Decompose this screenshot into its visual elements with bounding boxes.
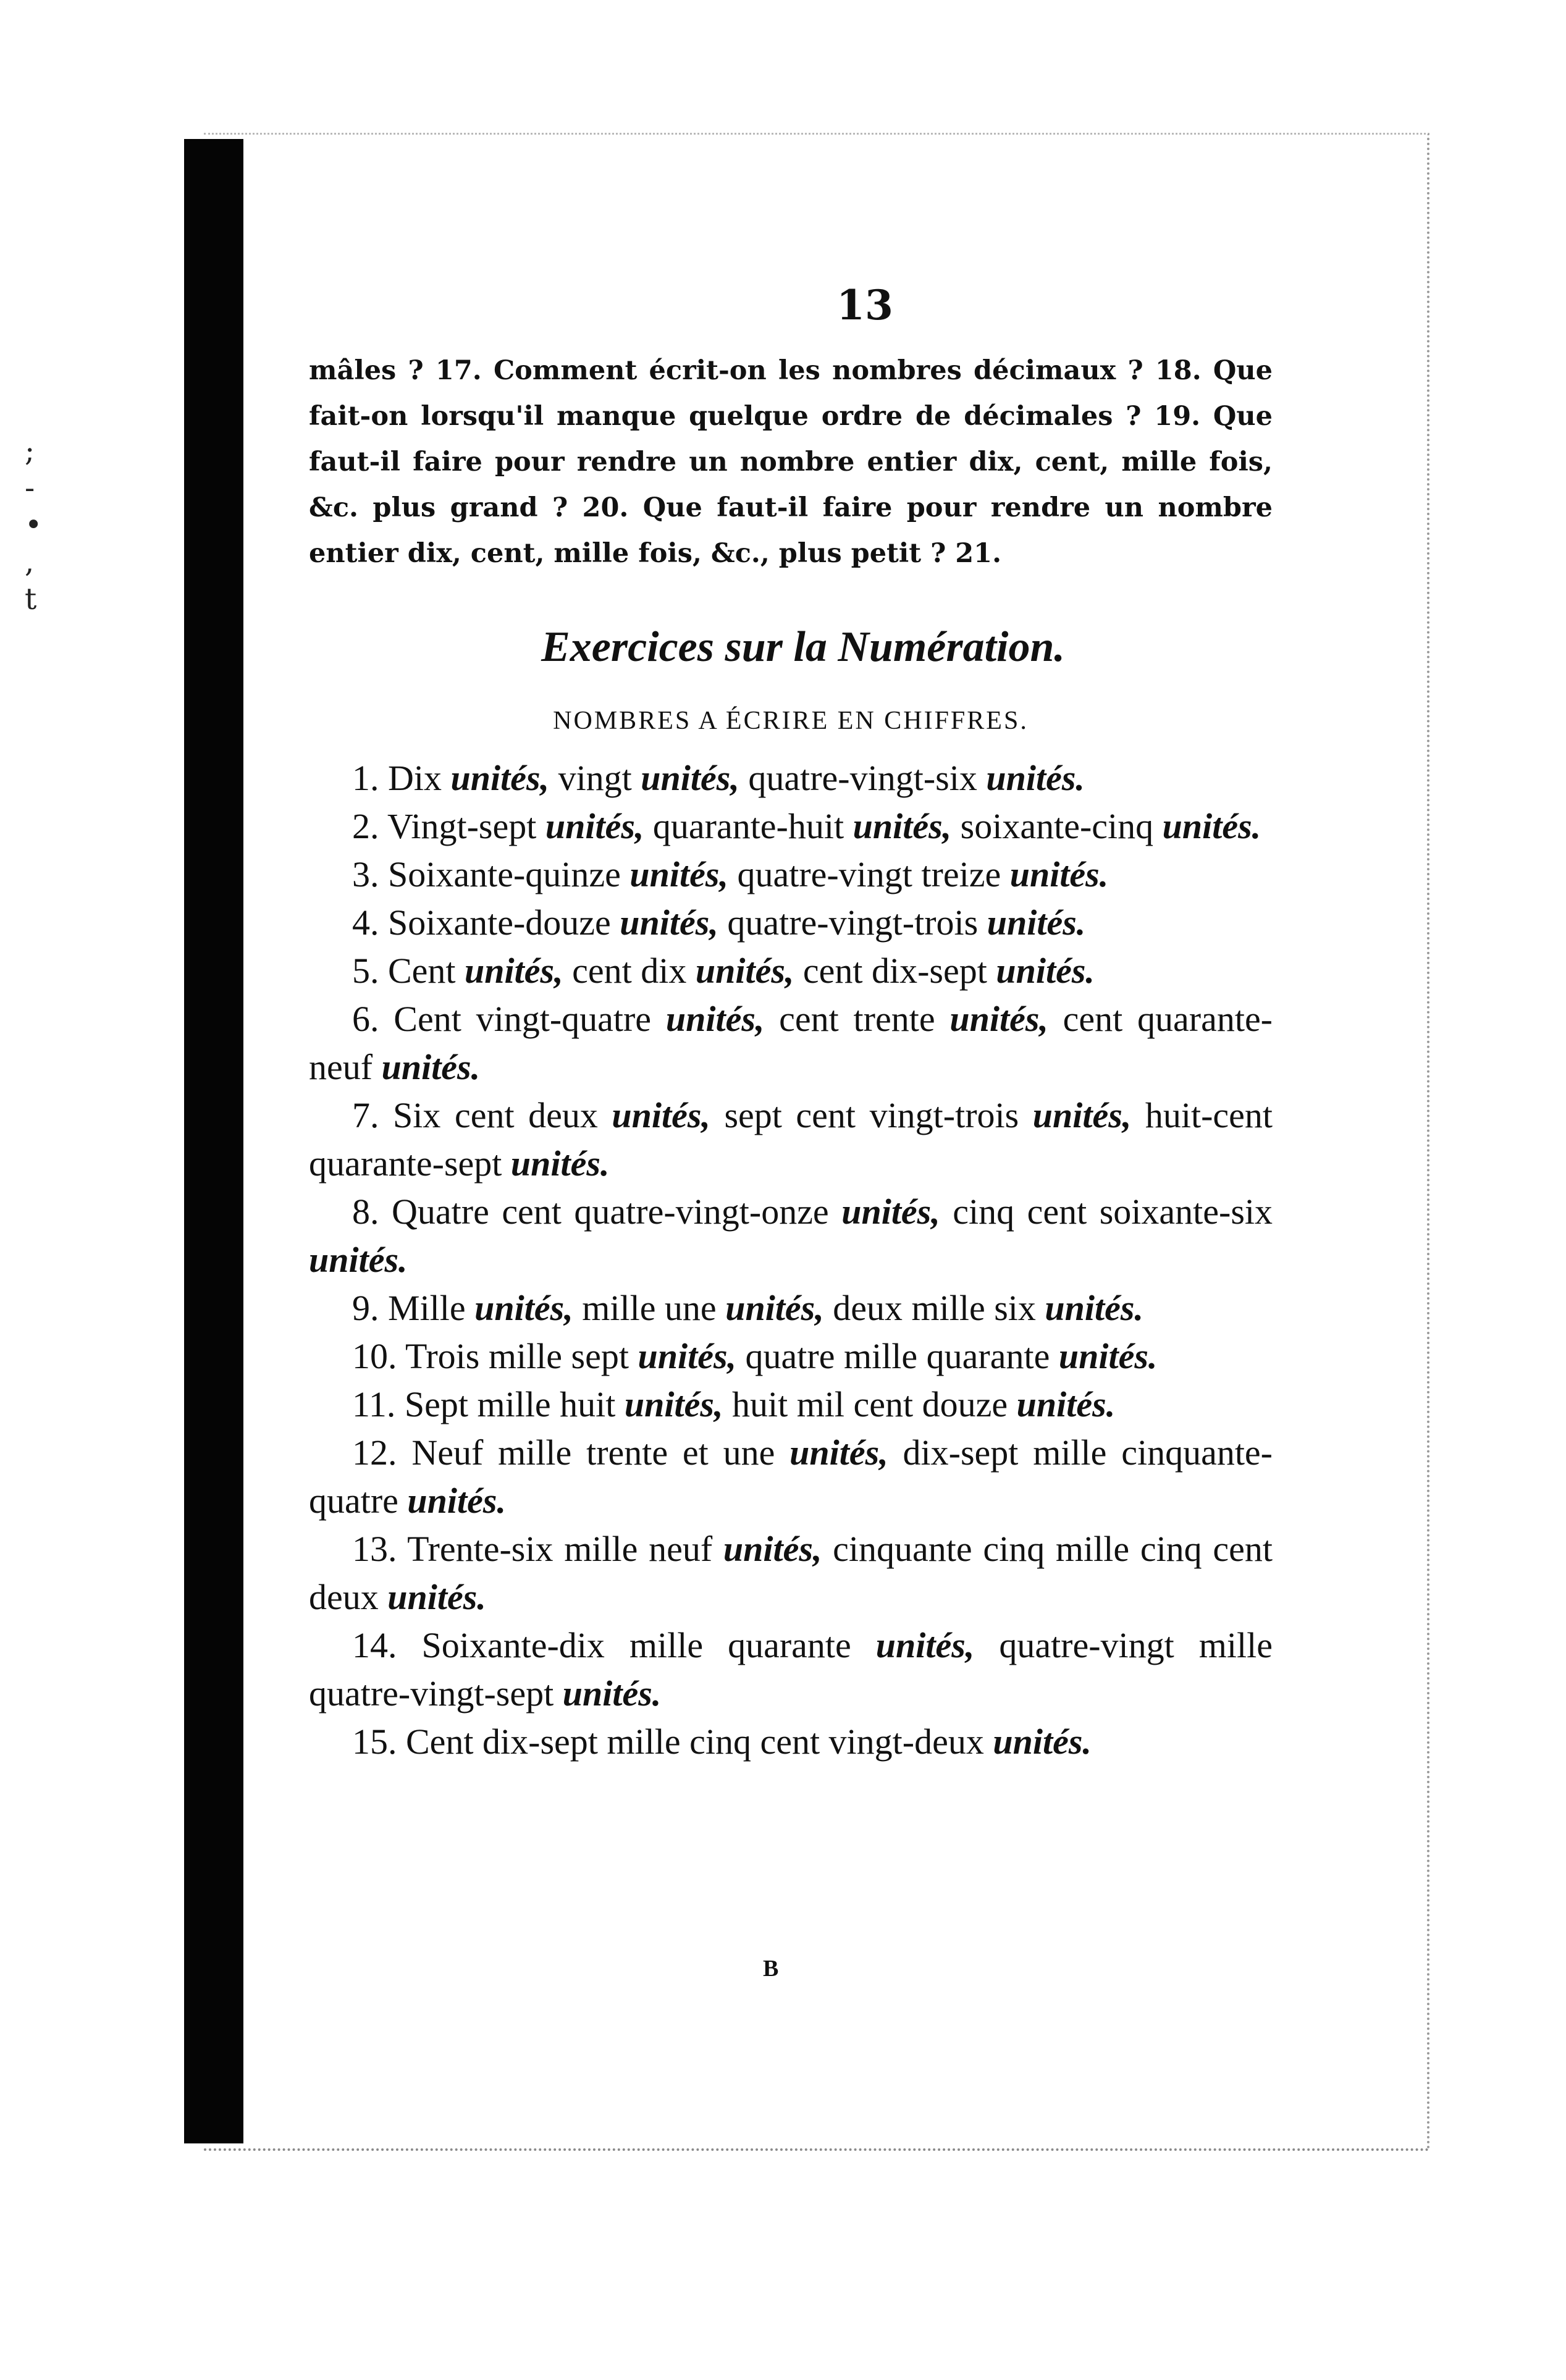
exercise-number: 5. bbox=[352, 951, 379, 991]
unit-word: unités, bbox=[725, 1288, 824, 1328]
unit-word: unités, bbox=[450, 758, 550, 798]
unit-word: unités, bbox=[875, 1625, 975, 1665]
exercise-text: Trois mille sept unités, quatre mille quarante unités. bbox=[405, 1336, 1158, 1376]
unit-word: unités. bbox=[1045, 1288, 1143, 1328]
exercise-item bbox=[309, 1718, 1273, 1766]
exercise-number: 9. bbox=[352, 1288, 379, 1328]
unit-word: unités. bbox=[562, 1673, 662, 1714]
unit-word: unités. bbox=[986, 758, 1085, 798]
unit-word: unités. bbox=[1162, 806, 1261, 846]
exercise-text: Dix unités, vingt unités, quatre-vingt-six unités. bbox=[388, 758, 1085, 798]
unit-word: unités. bbox=[1009, 854, 1109, 894]
page-number: 13 bbox=[836, 281, 893, 329]
unit-word: unités, bbox=[789, 1432, 888, 1473]
exercise-item bbox=[309, 1091, 1273, 1188]
left-margin-marks bbox=[25, 432, 86, 618]
unit-word: unités. bbox=[510, 1143, 610, 1184]
margin-mark: • bbox=[25, 508, 43, 542]
review-questions: mâles ? 17. Comment écrit-on les nombres décimaux ? 18. Que fait-on lorsqu'il manque quelque ordre de décimales ? 19. Que faut-il faire pour rendre un nombre entier dix, cent, mille fois, &c. plus grand ? 20. Que faut-il faire pour rendre un nombre entier dix, cent, mille fois, &c., plus petit ? 21. bbox=[309, 355, 1273, 569]
unit-word: unités, bbox=[852, 806, 952, 846]
exercise-number: 8. bbox=[352, 1192, 379, 1232]
exercise-text: Quatre cent quatre-vingt-onze unités, cinq cent soixante-six unités. bbox=[309, 1192, 1273, 1280]
unit-word: unités, bbox=[665, 999, 765, 1039]
page-content bbox=[309, 281, 1273, 1766]
exercise-item bbox=[309, 1381, 1273, 1429]
unit-word: unités, bbox=[949, 999, 1048, 1039]
exercise-item bbox=[309, 851, 1273, 899]
exercise-text: Six cent deux unités, sept cent vingt-trois unités, huit-cent quarante-sept unités. bbox=[309, 1095, 1273, 1184]
exercise-number: 1. bbox=[352, 758, 379, 798]
unit-word: unités. bbox=[407, 1481, 506, 1521]
unit-word: unités, bbox=[723, 1529, 822, 1569]
exercise-item bbox=[309, 995, 1273, 1091]
exercise-number: 3. bbox=[352, 854, 379, 894]
exercise-item bbox=[309, 1188, 1273, 1284]
unit-word: unités, bbox=[545, 806, 644, 846]
unit-word: unités. bbox=[1016, 1384, 1116, 1424]
unit-word: unités, bbox=[465, 951, 563, 991]
margin-mark: ; bbox=[25, 434, 35, 468]
exercise-item bbox=[309, 1525, 1273, 1621]
unit-word: unités. bbox=[381, 1047, 481, 1087]
exercise-number: 2. bbox=[352, 806, 379, 846]
exercise-number: 14. bbox=[352, 1625, 397, 1665]
unit-word: unités. bbox=[1058, 1336, 1158, 1376]
margin-mark: t bbox=[25, 582, 37, 616]
exercise-item bbox=[309, 802, 1273, 851]
exercise-item bbox=[309, 1284, 1273, 1332]
exercise-item bbox=[309, 754, 1273, 802]
exercise-number: 12. bbox=[352, 1432, 397, 1473]
exercise-number: 13. bbox=[352, 1529, 397, 1569]
unit-word: unités, bbox=[695, 951, 794, 991]
unit-word: unités, bbox=[641, 758, 739, 798]
exercise-item bbox=[309, 947, 1273, 995]
exercise-item bbox=[309, 1332, 1273, 1381]
unit-word: unités, bbox=[629, 854, 728, 894]
unit-word: unités, bbox=[620, 902, 718, 943]
margin-mark: - bbox=[25, 471, 35, 505]
exercise-text: Vingt-sept unités, quarante-huit unités, soixante-cinq unités. bbox=[387, 806, 1261, 846]
unit-word: unités. bbox=[309, 1240, 408, 1280]
exercise-number: 6. bbox=[352, 999, 379, 1039]
exercise-text: Cent vingt-quatre unités, cent trente unités, cent quarante-neuf unités. bbox=[309, 999, 1273, 1087]
exercise-item bbox=[309, 1621, 1273, 1718]
exercise-item bbox=[309, 1429, 1273, 1525]
unit-word: unités. bbox=[996, 951, 1095, 991]
exercise-item bbox=[309, 899, 1273, 947]
exercise-number: 4. bbox=[352, 902, 379, 943]
unit-word: unités. bbox=[993, 1722, 1092, 1762]
exercise-text: Soixante-quinze unités, quatre-vingt treize unités. bbox=[388, 854, 1109, 894]
section-title: Exercices sur la Numération. bbox=[541, 623, 1065, 671]
exercise-number: 10. bbox=[352, 1336, 397, 1376]
signature-mark: B bbox=[763, 1956, 779, 1982]
exercise-number: 15. bbox=[352, 1722, 397, 1762]
exercise-number: 7. bbox=[352, 1095, 379, 1135]
exercise-text: Soixante-douze unités, quatre-vingt-trois unités. bbox=[388, 902, 1086, 943]
unit-word: unités, bbox=[474, 1288, 573, 1328]
exercise-text: Cent dix-sept mille cinq cent vingt-deux unités. bbox=[406, 1722, 1092, 1762]
exercise-text: Mille unités, mille une unités, deux mille six unités. bbox=[388, 1288, 1143, 1328]
exercise-list bbox=[309, 754, 1273, 1766]
unit-word: unités, bbox=[638, 1336, 737, 1376]
binding-gutter-shadow bbox=[184, 139, 243, 2143]
unit-word: unités, bbox=[1032, 1095, 1132, 1135]
unit-word: unités, bbox=[612, 1095, 710, 1135]
exercise-text: Trente-six mille neuf unités, cinquante cinq mille cinq cent deux unités. bbox=[309, 1529, 1273, 1617]
exercise-text: Cent unités, cent dix unités, cent dix-sept unités. bbox=[388, 951, 1095, 991]
unit-word: unités, bbox=[624, 1384, 723, 1424]
exercise-text: Neuf mille trente et une unités, dix-sept mille cinquante-quatre unités. bbox=[309, 1432, 1273, 1521]
exercise-text: Sept mille huit unités, huit mil cent douze unités. bbox=[404, 1384, 1116, 1424]
exercise-text: Soixante-dix mille quarante unités, quatre-vingt mille quatre-vingt-sept unités. bbox=[309, 1625, 1273, 1714]
exercise-number: 11. bbox=[352, 1384, 396, 1424]
unit-word: unités, bbox=[841, 1192, 940, 1232]
subsection-title: NOMBRES A ÉCRIRE EN CHIFFRES. bbox=[553, 707, 1029, 735]
unit-word: unités. bbox=[987, 902, 1086, 943]
unit-word: unités. bbox=[387, 1577, 486, 1617]
margin-mark: , bbox=[25, 545, 35, 579]
